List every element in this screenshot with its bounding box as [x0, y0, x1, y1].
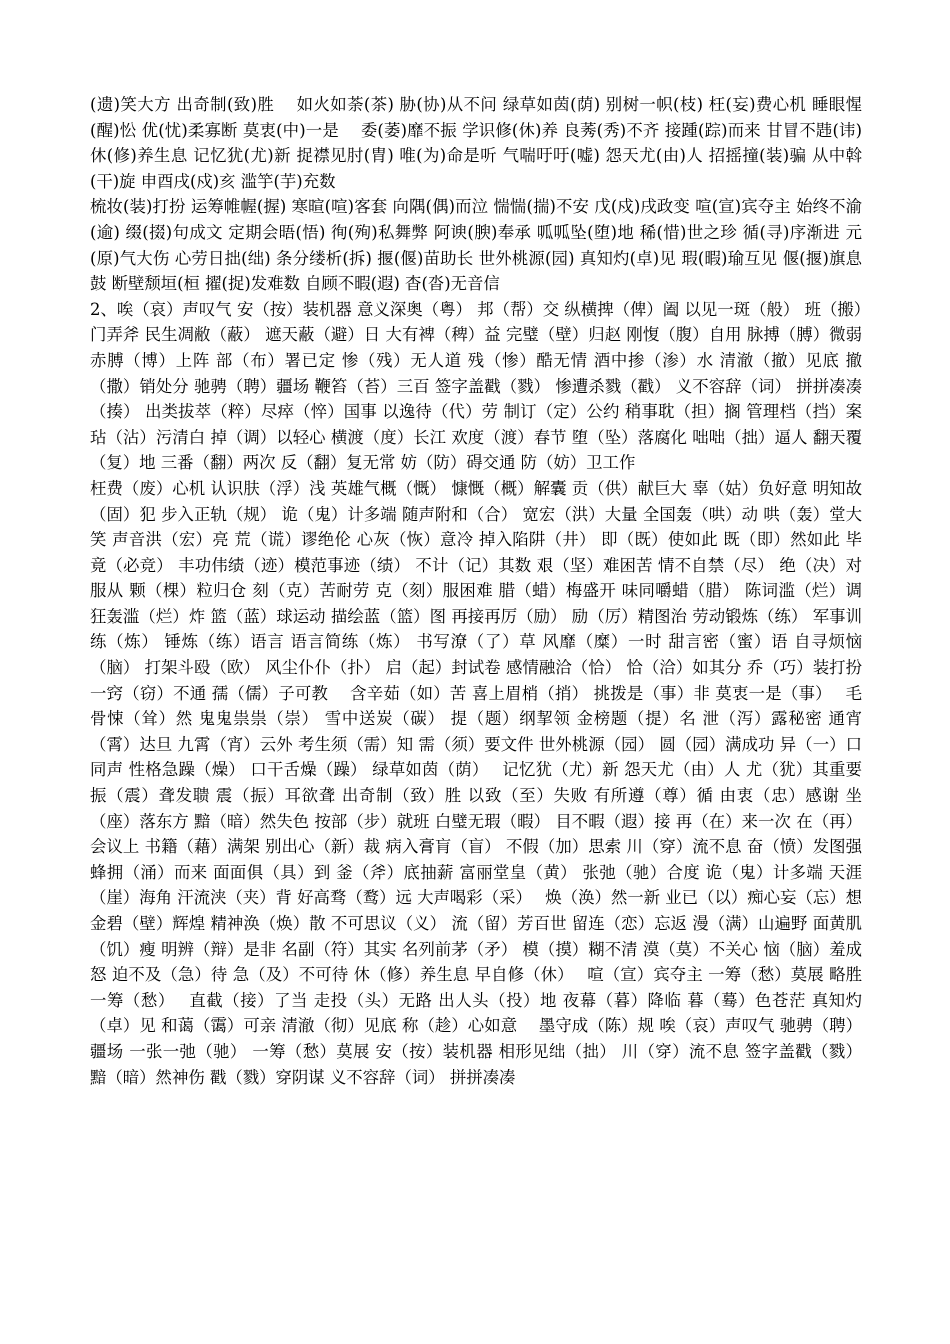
document-page [90, 92, 862, 1090]
paragraph-1: (遗)笑大方 出奇制(致)胜 如火如荼(茶) 胁(协)从不问 绿草如茵(荫) 别树一帜(枝) 枉(妄)费心机 睡眼惺(醒)忪 优(忧)柔寡断 莫衷(中)一是 委(萎)靡不振 学识修(休)养 良莠(秀)不齐 接踵(踪)而来 甘冒不韪(讳) 休(修)养生息 记忆犹(尤)新 捉襟见肘(胄) 唯(为)命是听 气喘吁吁(嘘) 怨天尤(由)人 招摇撞(装)骗 从中斡(干)旋 申酉戌(戍)亥 滥竽(芋)充数 [90, 95, 862, 191]
paragraph-2: 梳妆(装)打扮 运筹帷幄(握) 寒暄(喧)客套 向隅(偶)而泣 惴惴(揣)不安 戊(戍)戌政变 喧(宣)宾夺主 始终不渝(逾) 缀(掇)句成文 定期会晤(悟) 徇(殉)私舞弊 阿谀(腴)奉承 呱呱坠(堕)地 稀(惜)世之珍 循(寻)序渐进 元(原)气大伤 心劳日拙(绌) 条分缕析(拆) 揠(偃)苗助长 世外桃源(园) 真知灼(卓)见 瑕(暇)瑜互见 偃(揠)旗息鼓 断壁颓垣(桓 擢(捉)发难数 自顾不暇(遐) 杳(沓)无音信 [90, 197, 862, 294]
paragraph-4: 枉费（废）心机 认识肤（浮）浅 英雄气概（慨） 慷慨（概）解囊 贡（供）献巨大 辜（姑）负好意 明知故（固）犯 步入正轨（规） 诡（鬼）计多端 随声附和（合） 宽宏（洪）大量 全国轰（哄）动 哄（轰）堂大笑 声音洪（宏）亮 荒（谎）谬绝伦 心灰（恢）意冷 掉入陷阱（井） 即（既）使如此 既（即）然如此 毕竟（必竞） 丰功伟绩（迹）模范事迹（绩） 不计（记）其数 艰（坚）难困苦 情不自禁（尽） 绝（决）对服从 颗（棵）粒归仓 刻（克）苦耐劳 克（刻）服困难 腊（蜡）梅盛开 味同嚼蜡（腊） 陈词滥（烂）调 狂轰滥（烂）炸 篮（蓝）球运动 描绘蓝（篮）图 再接再厉（励） 励（厉）精图治 劳动锻炼（练） 军事训练（炼） 锤炼（练）语言 语言简练（炼） 书写潦（了）草 风靡（糜）一时 甜言密（蜜）语 自寻烦恼（脑） 打架斗殴（欧） 风尘仆仆（扑） 启（起）封试卷 感情融洽（恰） 恰（洽）如其分 乔（巧）装打扮 一窍（窃）不通 孺（儒）子可教 含辛茹（如）苦 喜上眉梢（捎） 挑拨是（事）非 莫衷一是（事） 毛骨悚（耸）然 鬼鬼祟祟（崇） 雪中送炭（碳） 提（题）纲挈领 金榜题（提）名 泄（泻）露秘密 通宵（霄）达旦 九霄（宵）云外 考生须（需）知 需（须）要文件 世外桃源（园） 圆（园）满成功 异（一）口同声 性格急躁（燥） 口干舌燥（躁） 绿草如茵（荫） 记忆犹（尤）新 怨天尤（由）人 尤（犹）其重要 振（震）聋发聩 震（振）耳欲聋 出奇制（致）胜 以致（至）失败 有所遵（尊）循 由衷（忠）感谢 坐（座）落东方 黯（暗）然失色 按部（步）就班 白璧无瑕（暇） 目不暇（遐）接 再（在）来一次 在（再）会议上 书籍（藉）满架 别出心（新）裁 病入膏肓（盲） 不假（加）思索 川（穿）流不息 奋（愤）发图强 蜂拥（涌）而来 面面俱（具）到 釜（斧）底抽薪 富丽堂皇（黄） 张弛（驰）合度 诡（鬼）计多端 天涯（崖）海角 汗流浃（夹）背 好高骛（鹜）远 大声喝彩（采） 焕（涣）然一新 业已（以）痴心妄（忘）想 金碧（壁）辉煌 精神涣（焕）散 不可思议（义） 流（留）芳百世 留连（恋）忘返 漫（满）山遍野 面黄肌（饥）瘦 明辨（辩）是非 名副（符）其实 名列前茅（矛） 模（摸）糊不清 漠（莫）不关心 恼（脑）羞成怒 迫不及（急）待 急（及）不可待 休（修）养生息 早自修（休） 喧（宣）宾夺主 一筹（愁）莫展 略胜一筹（愁） 直截（接）了当 走投（头）无路 出人头（投）地 夜幕（暮）降临 暮（蓦）色苍茫 真知灼（卓）见 和蔼（霭）可亲 清澈（彻）见底 称（趁）心如意 墨守成（陈）规 唉（哀）声叹气 驰骋（聘）疆场 一张一弛（驰） 一筹（愁）莫展 安（按）装机器 相形见绌（拙） 川（穿）流不息 签字盖戳（戮） 黯（暗）然神伤 戳（戮）穿阴谋 义不容辞（词） 拼拼凑凑 [90, 478, 862, 1087]
paragraph-3: 2、唉（哀）声叹气 安（按）装机器 意义深奥（粤） 邦（帮）交 纵横捭（俾）阖 以见一斑（般） 班（搬）门弄斧 民生凋敝（蔽） 遮天蔽（避）日 大有裨（稗）益 完璧（壁）归赵 刚愎（腹）自用 脉搏（膊）微弱 赤膊（博）上阵 部（布）署已定 惨（残）无人道 残（惨）酷无情 酒中掺（渗）水 清澈（撤）见底 撤（撒）销处分 驰骋（聘）疆场 鞭笞（苔）三百 签字盖戳（戮） 惨遭杀戮（戳） 义不容辞（词） 拼拼凑凑（揍） 出类拔萃（粹）尽瘁（悴）国事 以逸待（代）劳 制订（定）公约 稍事耽（担）搁 管理档（挡）案 玷（沾）污清白 掉（调）以轻心 横渡（度）长江 欢度（渡）春节 堕（坠）落腐化 咄咄（拙）逼人 翻天覆（复）地 三番（翻）两次 反（翻）复无常 妨（防）碍交通 防（妨）卫工作 [90, 299, 862, 473]
